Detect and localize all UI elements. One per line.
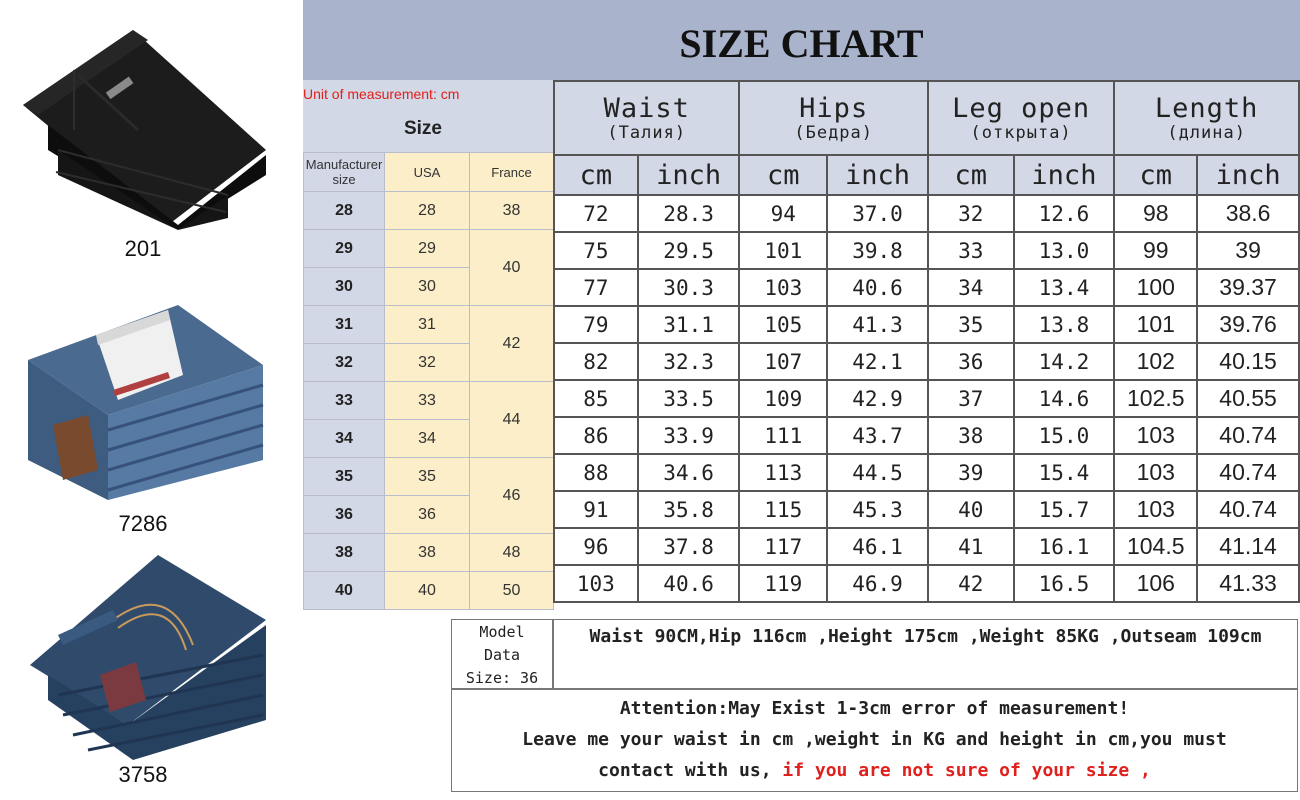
- manufacturer-size-cell: 29: [304, 230, 385, 268]
- size-row: [304, 572, 554, 610]
- hips-cm-cell: 101: [739, 232, 827, 269]
- waist-cm-cell: 86: [554, 417, 638, 454]
- waist-cm-cell: 96: [554, 528, 638, 565]
- waist-in-cell: 37.8: [638, 528, 740, 565]
- france-size-cell: 38: [470, 192, 554, 230]
- waist-header: Waist (Талия): [554, 81, 739, 155]
- hips-in-cell: 40.6: [827, 269, 928, 306]
- product-code: 7286: [118, 511, 168, 536]
- measurement-row: [554, 454, 1299, 491]
- waist-cm-cell: 75: [554, 232, 638, 269]
- waist-in-cell: 31.1: [638, 306, 740, 343]
- len-in-cell: 40.74: [1197, 454, 1299, 491]
- attention-note: [451, 689, 1298, 792]
- leg-in-cell: 16.5: [1014, 565, 1115, 602]
- waist-cm-cell: 88: [554, 454, 638, 491]
- manufacturer-size-cell: 36: [304, 496, 385, 534]
- hips-cm-cell: 105: [739, 306, 827, 343]
- waist-in-cell: 30.3: [638, 269, 740, 306]
- waist-cm-header: cm: [554, 155, 638, 195]
- length-header: Length (длина): [1114, 81, 1299, 155]
- leg-cm-cell: 37: [928, 380, 1014, 417]
- chart-title: SIZE CHART: [679, 20, 924, 66]
- hips-cm-cell: 117: [739, 528, 827, 565]
- leg-cm-cell: 36: [928, 343, 1014, 380]
- hips-cm-cell: 107: [739, 343, 827, 380]
- leg-in-cell: 14.2: [1014, 343, 1115, 380]
- hips-header: Hips (Бедра): [739, 81, 927, 155]
- usa-size-cell: 29: [385, 230, 470, 268]
- size-row: [304, 458, 554, 496]
- waist-cm-cell: 82: [554, 343, 638, 380]
- measurement-row: [554, 306, 1299, 343]
- manufacturer-size-header: Manufacturer size: [304, 153, 385, 192]
- note-line-1: Attention:May Exist 1-3cm error of measurement!: [619, 698, 1130, 719]
- hips-cm-cell: 119: [739, 565, 827, 602]
- hips-in-cell: 44.5: [827, 454, 928, 491]
- leg-in-cell: 15.7: [1014, 491, 1115, 528]
- hips-in-cell: 46.9: [827, 565, 928, 602]
- hips-in-cell: 46.1: [827, 528, 928, 565]
- leg-cm-cell: 32: [928, 195, 1014, 232]
- waist-cm-cell: 85: [554, 380, 638, 417]
- hips-in-cell: 43.7: [827, 417, 928, 454]
- len-cm-cell: 106: [1114, 565, 1197, 602]
- len-cm-cell: 99: [1114, 232, 1197, 269]
- hips-in-cell: 37.0: [827, 195, 928, 232]
- measurement-row: [554, 565, 1299, 602]
- waist-in-cell: 28.3: [638, 195, 740, 232]
- model-data-text: Waist 90CM,Hip 116cm ,Height 175cm ,Weight 85KG ,Outseam 109cm: [553, 619, 1298, 689]
- usa-size-cell: 30: [385, 268, 470, 306]
- measurement-row: [554, 417, 1299, 454]
- france-size-cell: 48: [470, 534, 554, 572]
- leg-cm-cell: 35: [928, 306, 1014, 343]
- size-row: [304, 534, 554, 572]
- leg-open-cm-header: cm: [928, 155, 1014, 195]
- leg-in-cell: 14.6: [1014, 380, 1115, 417]
- leg-cm-cell: 38: [928, 417, 1014, 454]
- usa-size-cell: 36: [385, 496, 470, 534]
- waist-in-cell: 32.3: [638, 343, 740, 380]
- leg-cm-cell: 40: [928, 491, 1014, 528]
- len-cm-cell: 102.5: [1114, 380, 1197, 417]
- size-header: [303, 80, 553, 152]
- len-cm-cell: 103: [1114, 417, 1197, 454]
- usa-size-cell: 38: [385, 534, 470, 572]
- hips-inch-header: inch: [827, 155, 928, 195]
- usa-size-cell: 31: [385, 306, 470, 344]
- product-code: 3758: [118, 762, 168, 787]
- leg-cm-cell: 42: [928, 565, 1014, 602]
- measurement-row: [554, 195, 1299, 232]
- usa-size-cell: 34: [385, 420, 470, 458]
- leg-in-cell: 15.0: [1014, 417, 1115, 454]
- waist-in-cell: 34.6: [638, 454, 740, 491]
- dark-blue-jeans-image: [18, 550, 268, 760]
- measurement-row: [554, 232, 1299, 269]
- len-in-cell: 40.74: [1197, 417, 1299, 454]
- france-size-cell: 44: [470, 382, 554, 458]
- hips-in-cell: 39.8: [827, 232, 928, 269]
- leg-open-inch-header: inch: [1014, 155, 1115, 195]
- product-code: 201: [124, 236, 162, 261]
- len-in-cell: 40.74: [1197, 491, 1299, 528]
- waist-cm-cell: 103: [554, 565, 638, 602]
- len-cm-cell: 101: [1114, 306, 1197, 343]
- france-size-cell: 40: [470, 230, 554, 306]
- france-size-cell: 46: [470, 458, 554, 534]
- waist-cm-cell: 79: [554, 306, 638, 343]
- len-in-cell: 39.76: [1197, 306, 1299, 343]
- leg-cm-cell: 34: [928, 269, 1014, 306]
- waist-cm-cell: 72: [554, 195, 638, 232]
- manufacturer-size-cell: 28: [304, 192, 385, 230]
- len-cm-cell: 100: [1114, 269, 1197, 306]
- france-size-cell: 50: [470, 572, 554, 610]
- hips-cm-cell: 109: [739, 380, 827, 417]
- france-header: France: [470, 153, 554, 192]
- size-table: [303, 152, 554, 610]
- manufacturer-size-cell: 32: [304, 344, 385, 382]
- note-warning: if you are not sure of your size ,: [782, 760, 1151, 781]
- leg-in-cell: 13.0: [1014, 232, 1115, 269]
- measurement-row: [554, 380, 1299, 417]
- measurement-table: [553, 80, 1300, 603]
- hips-in-cell: 42.1: [827, 343, 928, 380]
- waist-cm-cell: 77: [554, 269, 638, 306]
- manufacturer-size-cell: 33: [304, 382, 385, 420]
- usa-header: USA: [385, 153, 470, 192]
- len-in-cell: 40.55: [1197, 380, 1299, 417]
- size-row: [304, 230, 554, 268]
- len-in-cell: 41.14: [1197, 528, 1299, 565]
- len-in-cell: 41.33: [1197, 565, 1299, 602]
- len-cm-cell: 98: [1114, 195, 1197, 232]
- manufacturer-size-cell: 38: [304, 534, 385, 572]
- leg-open-header: Leg open (открыта): [928, 81, 1114, 155]
- leg-cm-cell: 39: [928, 454, 1014, 491]
- size-row: [304, 382, 554, 420]
- hips-cm-cell: 111: [739, 417, 827, 454]
- measurement-row: [554, 528, 1299, 565]
- len-cm-cell: 103: [1114, 454, 1197, 491]
- manufacturer-size-cell: 35: [304, 458, 385, 496]
- hips-in-cell: 41.3: [827, 306, 928, 343]
- usa-size-cell: 33: [385, 382, 470, 420]
- hips-cm-header: cm: [739, 155, 827, 195]
- unit-note: Unit of measurement: cm: [303, 86, 460, 102]
- waist-in-cell: 29.5: [638, 232, 740, 269]
- usa-size-cell: 28: [385, 192, 470, 230]
- waist-in-cell: 33.5: [638, 380, 740, 417]
- hips-cm-cell: 103: [739, 269, 827, 306]
- len-cm-cell: 102: [1114, 343, 1197, 380]
- hips-in-cell: 42.9: [827, 380, 928, 417]
- hips-in-cell: 45.3: [827, 491, 928, 528]
- leg-cm-cell: 33: [928, 232, 1014, 269]
- len-in-cell: 39: [1197, 232, 1299, 269]
- chart-title-bar: [303, 0, 1300, 80]
- hips-cm-cell: 115: [739, 491, 827, 528]
- size-label: Size: [403, 118, 443, 139]
- france-size-cell: 42: [470, 306, 554, 382]
- blue-jeans-image: [18, 290, 268, 505]
- len-in-cell: 39.37: [1197, 269, 1299, 306]
- note-line-3: contact with us, if you are not sure of your size ,: [598, 760, 1151, 781]
- note-line-2: Leave me your waist in cm ,weight in KG and height in cm,you must: [522, 729, 1227, 750]
- len-in-cell: 40.15: [1197, 343, 1299, 380]
- leg-in-cell: 12.6: [1014, 195, 1115, 232]
- manufacturer-size-cell: 30: [304, 268, 385, 306]
- waist-in-cell: 33.9: [638, 417, 740, 454]
- hips-cm-cell: 113: [739, 454, 827, 491]
- manufacturer-size-cell: 31: [304, 306, 385, 344]
- manufacturer-size-cell: 34: [304, 420, 385, 458]
- usa-size-cell: 35: [385, 458, 470, 496]
- usa-size-cell: 32: [385, 344, 470, 382]
- waist-in-cell: 40.6: [638, 565, 740, 602]
- measurement-row: [554, 491, 1299, 528]
- waist-inch-header: inch: [638, 155, 740, 195]
- len-cm-cell: 104.5: [1114, 528, 1197, 565]
- len-in-cell: 38.6: [1197, 195, 1299, 232]
- length-cm-header: cm: [1114, 155, 1197, 195]
- len-cm-cell: 103: [1114, 491, 1197, 528]
- usa-size-cell: 40: [385, 572, 470, 610]
- size-row: [304, 306, 554, 344]
- leg-cm-cell: 41: [928, 528, 1014, 565]
- hips-cm-cell: 94: [739, 195, 827, 232]
- waist-in-cell: 35.8: [638, 491, 740, 528]
- leg-in-cell: 16.1: [1014, 528, 1115, 565]
- length-inch-header: inch: [1197, 155, 1299, 195]
- leg-in-cell: 13.8: [1014, 306, 1115, 343]
- measurement-row: [554, 343, 1299, 380]
- measurement-row: [554, 269, 1299, 306]
- waist-cm-cell: 91: [554, 491, 638, 528]
- leg-in-cell: 13.4: [1014, 269, 1115, 306]
- model-data-label: Model Data Size: 36: [451, 619, 553, 689]
- black-jeans-image: [18, 0, 268, 230]
- leg-in-cell: 15.4: [1014, 454, 1115, 491]
- size-row: [304, 192, 554, 230]
- manufacturer-size-cell: 40: [304, 572, 385, 610]
